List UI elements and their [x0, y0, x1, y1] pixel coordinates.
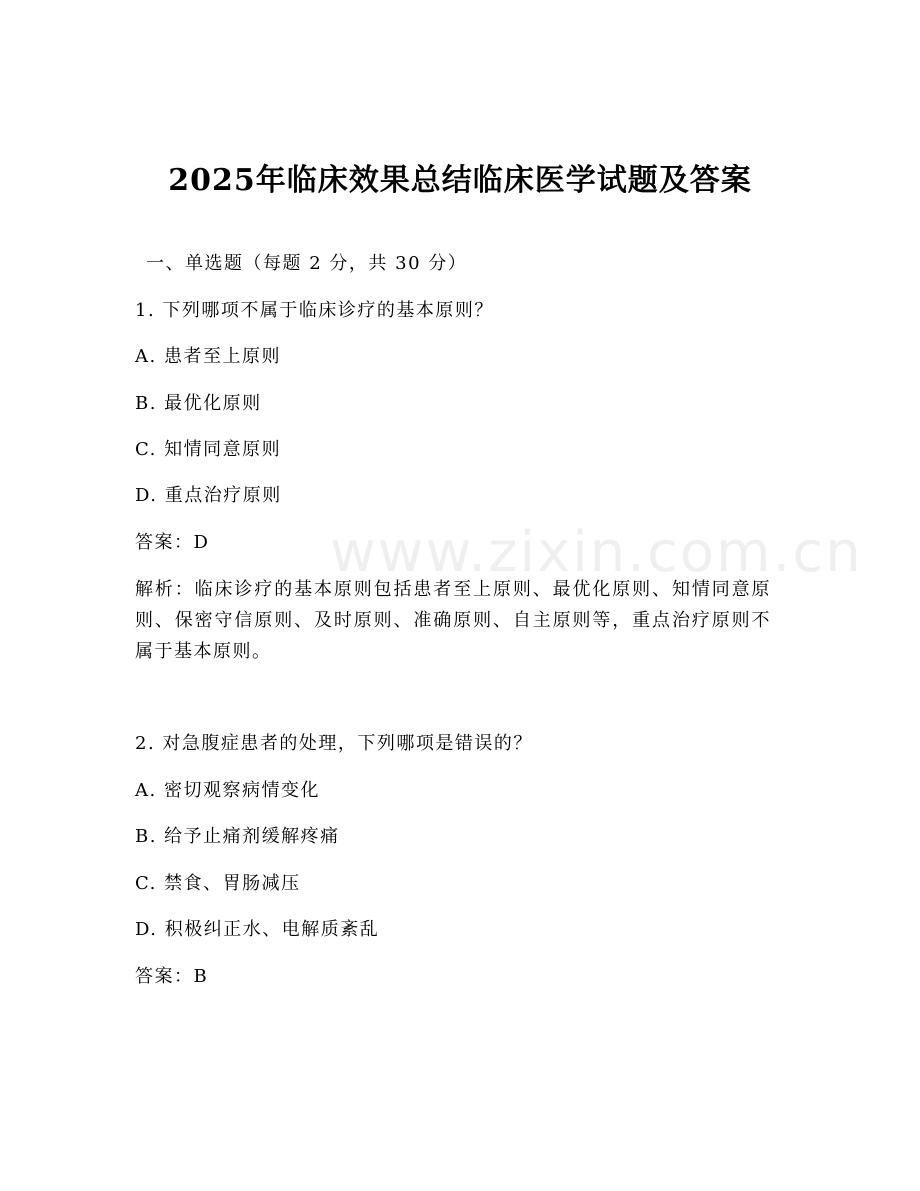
question-1-answer: 答案：D: [135, 532, 210, 553]
question-2-stem: 2. 对急腹症患者的处理，下列哪项是错误的？: [135, 733, 533, 754]
question-2-answer: 答案：B: [135, 966, 209, 987]
question-1-option-a: A. 患者至上原则: [135, 346, 281, 367]
question-1-option-c: C. 知情同意原则: [135, 439, 282, 460]
question-2-option-b: B. 给予止痛剂缓解疼痛: [135, 826, 340, 847]
question-2-option-c: C. 禁食、胃肠减压: [135, 873, 301, 894]
watermark: www.zixin.com.cn: [330, 520, 863, 585]
section-heading: 一、单选题（每题 2 分，共 30 分）: [146, 253, 468, 274]
question-1-stem: 1. 下列哪项不属于临床诊疗的基本原则？: [135, 300, 494, 321]
document-title: 2025年临床效果总结临床医学试题及答案: [168, 163, 752, 198]
question-1-explanation: 解析：临床诊疗的基本原则包括患者至上原则、最优化原则、知情同意原则、保密守信原则、及时原则、准确原则、自主原则等，重点治疗原则不属于基本原则。: [135, 579, 771, 662]
question-2-option-a: A. 密切观察病情变化: [135, 780, 320, 801]
question-1-option-d: D. 重点治疗原则: [135, 485, 282, 506]
question-2-option-d: D. 积极纠正水、电解质紊乱: [135, 919, 380, 940]
question-1-option-b: B. 最优化原则: [135, 393, 262, 414]
